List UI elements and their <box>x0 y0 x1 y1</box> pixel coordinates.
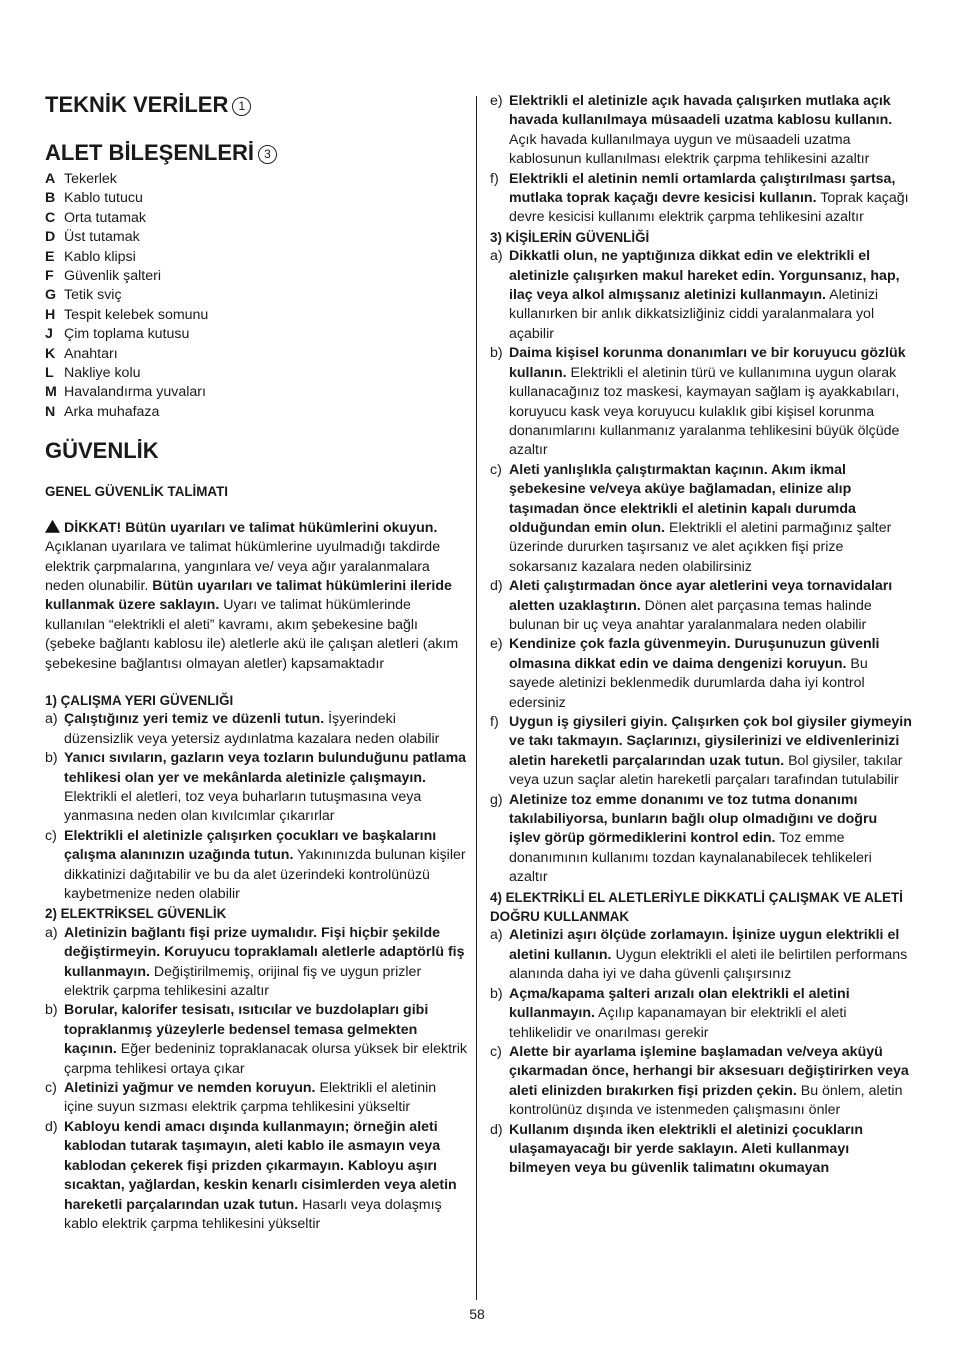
safety-item <box>45 827 467 905</box>
safety-item <box>490 170 912 228</box>
item-label: e) <box>490 93 503 109</box>
component-item <box>45 170 467 189</box>
component-key: D <box>45 229 56 246</box>
component-label: Havalandırma yuvaları <box>64 384 206 401</box>
component-item <box>45 267 467 286</box>
item-text: Kullanım dışında iken elektrikli el aletinizi çocukların ulaşamayacağı bir yerde saklayın. Aleti kullanmayı bilmeyen veya bu güvenlik talimatını okumayan <box>509 1121 864 1177</box>
component-item <box>45 383 467 402</box>
item-text: Aleti yanlışlıkla çalıştırmaktan kaçının. Akım ikmal şebekesine ve/veya aküye bağlamadan, elinize alıp taşımadan önce elektrikli el aletinin kapalı durumda olduğundan emin olun. Elektrikli el aletini parmağınız şalter üzerinde dururken taşırsanız ve alet açıkken fişi prize sokarsanız kazalara neden olabilirsiniz <box>509 461 892 575</box>
item-label: d) <box>45 1118 58 1135</box>
section-2-items-cont <box>490 92 912 228</box>
component-label: Nakliye kolu <box>64 365 141 382</box>
safety-item <box>490 635 912 713</box>
component-item <box>45 403 467 422</box>
figure-ref: 1 <box>232 97 251 116</box>
item-text: Elektrikli el aletinin nemli ortamlarda çalıştırılması şartsa, mutlaka toprak kaçağı devre kesicisi kullanın. Toprak kaçağı devre kesicisi kullanımı elektrik çarpma tehlikesini azaltır <box>509 170 909 226</box>
component-label: Çim toplama kutusu <box>64 326 190 343</box>
component-label: Anahtarı <box>64 345 118 362</box>
safety-item <box>490 791 912 888</box>
item-label: a) <box>45 711 58 728</box>
section-1-items <box>45 710 467 904</box>
component-label: Tekerlek <box>64 171 117 187</box>
item-text: Çalıştığınız yeri temiz ve düzenli tutun. İşyerindeki düzensizlik veya yetersiz aydınlatma kazalara neden olabilir <box>64 711 440 747</box>
item-label: c) <box>45 1080 57 1097</box>
item-text: Kabloyu kendi amacı dışında kullanmayın; örneğin aleti kablodan tutarak taşımayın, aleti kablo ile asmayın veya kablodan çekerek fişi prizden çıkarmayın. Kabloyu aşırı sıcaktan, yağlardan, keskin kenarlı cisimlerden veya aletin hareketli parçalarından uzak tutun. Hasarlı veya dolaşmış kablo elektrik çarpma tehlikesini yükseltir <box>64 1118 457 1232</box>
component-item <box>45 364 467 383</box>
item-text: Aletinizi yağmur ve nemden koruyun. Elektrikli el aletinin içine suyun sızması elektrik çarpma tehlikesini yükseltir <box>64 1080 437 1116</box>
item-label: a) <box>490 927 503 944</box>
section-3-items <box>490 247 912 887</box>
section-4-items <box>490 926 912 1178</box>
column-divider <box>476 96 477 1300</box>
safety-item <box>45 1118 467 1234</box>
component-item <box>45 209 467 228</box>
section-title: 2) ELEKTRİKSEL GÜVENLİK <box>45 906 227 922</box>
component-key: N <box>45 403 56 420</box>
component-label: Orta tutamak <box>64 209 147 226</box>
item-text: Elektrikli el aletinizle açık havada çalışırken mutlaka açık havada kullanılmaya müsaadeli uzatma kablosu kullanın. Açık havada kullanılmaya uygun ve müsaadeli uzatma kablosunun kullanılması elektrik çarpma tehlikesini azaltır <box>509 93 893 168</box>
safety-item <box>490 461 912 577</box>
safety-item <box>490 926 912 984</box>
item-label: b) <box>45 1002 58 1019</box>
item-text: Yanıcı sıvıların, gazların veya tozların bulunduğunu patlama tehlikesi olan yer ve mekânlarda aletinizle çalışmayın. Elektrikli el aletleri, toz veya buharların tutuşmasına veya yanmasına neden olan kıvılcımlar çıkarırlar <box>64 750 467 825</box>
component-list <box>45 170 467 422</box>
component-key: M <box>45 384 57 401</box>
safety-item <box>490 985 912 1043</box>
heading-teknik: TEKNİK VERİLER 1 <box>45 92 467 118</box>
page-number: 58 <box>469 1306 485 1322</box>
item-label: c) <box>490 461 502 478</box>
safety-item <box>45 1001 467 1079</box>
item-text: Borular, kalorifer tesisatı, ısıtıcılar ve buzdolapları gibi topraklanmış yüzeylerle bedensel temasa gelmekten kaçının. Eğer bedeniniz topraklanacak olursa yüksek bir elektrik çarpma tehlikesi ortaya çıkar <box>64 1002 467 1077</box>
item-label: b) <box>490 985 503 1002</box>
safety-item <box>45 710 467 749</box>
safety-item <box>490 577 912 635</box>
item-label: a) <box>490 248 503 265</box>
item-text: Dikkatli olun, ne yaptığınıza dikkat edin ve elektrikli el aletinizle çalışırken makul hareket edin. Yorgunsanız, hap, ilaç veya alkol almışsanız aletinizi kullanmayın. Aletinizi kullanırken bir anlık dikkatsizliğiniz ciddi yaralanmalara yol açabilir <box>509 248 900 342</box>
item-label: d) <box>490 578 503 595</box>
section-2-items <box>45 924 467 1235</box>
component-key: E <box>45 248 55 265</box>
component-label: Üst tutamak <box>64 229 140 246</box>
component-key: A <box>45 171 56 187</box>
component-item <box>45 248 467 267</box>
section-title: 4) ELEKTRİKLİ EL ALETLERİYLE DİKKATLİ ÇALIŞMAK VE ALETİ DOĞRU KULLANMAK <box>490 889 903 925</box>
item-text: Aletinizi aşırı ölçüde zorlamayın. İşinize uygun elektrikli el aletini kullanın. Uygun elektrikli el aleti ile belirtilen performans alanında daha iyi ve daha güvenli çalışırsınız <box>509 927 908 983</box>
item-text: Aletinize toz emme donanımı ve toz tutma donanımı takılabiliyorsa, bunların bağlı olup olmadığını ve doğru işlev görüp görmediklerini kontrol edin. Toz emme donanımının kullanımı tozdan kaynalanabilecek tehlikeleri azaltır <box>509 791 878 886</box>
item-text: Daima kişisel korunma donanımları ve bir koruyucu gözlük kullanın. Elektrikli el aletinin türü ve kullanımına uygun olarak kullanacağınız toz maskesi, kaymayan sağlam iş ayakkabıları, koruyucu kask veya koruyucu kulaklık gibi kişisel korunma donanımlarını kullanmanız yaralanma tehlikesini büyük ölçüde azaltır <box>509 345 906 459</box>
component-key: B <box>45 190 56 207</box>
component-key: H <box>45 306 56 323</box>
figure-ref: 3 <box>258 145 277 164</box>
safety-item <box>490 1043 912 1121</box>
safety-item <box>490 92 912 170</box>
item-text: Alette bir ayarlama işlemine başlamadan ve/veya aküyü çıkarmadan önce, herhangi bir aksesuarı değiştirirken veya aleti elinizden bırakırken fişi prizden çekin. Bu önlem, aletin kontrolünüz dışında ve istenmeden çalışmasını önler <box>509 1043 909 1119</box>
warning-icon <box>45 520 60 533</box>
section-title: 1) ÇALIŞMA YERI GÜVENLIĞI <box>45 692 234 708</box>
component-label: Güvenlik şalteri <box>64 268 161 285</box>
component-label: Tetik sviç <box>64 287 122 304</box>
component-item <box>45 345 467 364</box>
component-item <box>45 189 467 208</box>
component-key: J <box>45 326 53 343</box>
component-key: C <box>45 209 56 226</box>
item-label: e) <box>490 636 503 653</box>
item-label: b) <box>490 345 503 362</box>
component-key: K <box>45 345 56 362</box>
safety-item <box>490 247 912 344</box>
component-item <box>45 228 467 247</box>
heading-guvenlik: GÜVENLİK <box>45 438 159 464</box>
component-label: Arka muhafaza <box>64 403 160 420</box>
component-item <box>45 306 467 325</box>
component-label: Kablo klipsi <box>64 248 136 265</box>
component-key: G <box>45 287 57 304</box>
safety-item <box>45 924 467 1002</box>
heading-bilesen: ALET BİLEŞENLERİ 3 <box>45 140 467 166</box>
item-text: Aleti çalıştırmadan önce ayar aletlerini veya tornavidaları aletten uzaklaştırın. Dönen alet parçasına temas halinde bulunan bir uç veya anahtar yaralanmalara neden olabilir <box>509 578 893 633</box>
item-label: g) <box>490 791 503 808</box>
item-text: Kendinize çok fazla güvenmeyin. Duruşunuzun güvenli olmasına dikkat edin ve daima dengenizi koruyun. Bu sayede aletinizi beklenmedik durumlarda daha iyi kontrol edersiniz <box>509 636 880 711</box>
item-label: c) <box>490 1043 502 1060</box>
right-column <box>490 92 912 1179</box>
item-text: Uygun iş giysileri giyin. Çalışırken çok bol giysiler giymeyin ve takı takmayın. Saçlarınızı, giysilerinizi ve eldivenlerinizi aletin hareketli parçalarından uzak tutun. Bol giysiler, takılar veya uzun saçlar aletin hareketli parçaları tarafından tutulabilir <box>509 714 912 789</box>
item-label: d) <box>490 1121 503 1138</box>
component-label: Tespit kelebek somunu <box>64 306 209 323</box>
item-label: b) <box>45 750 58 767</box>
component-label: Kablo tutucu <box>64 190 143 207</box>
safety-item <box>45 749 467 827</box>
safety-item <box>490 1121 912 1179</box>
component-key: F <box>45 268 54 285</box>
safety-item <box>490 713 912 791</box>
safety-item <box>490 344 912 460</box>
item-text: Aletinizin bağlantı fişi prize uymalıdır. Fişi hiçbir şekilde değiştirmeyin. Koruyucu topraklamalı aletlerle adaptörlü fiş kullanmayın. Değiştirilmemiş, orijinal fiş ve uygun prizler elektrik çarpma tehlikesini azaltır <box>64 924 465 1000</box>
item-label: a) <box>45 924 58 941</box>
safety-item <box>45 1079 467 1118</box>
component-item <box>45 286 467 305</box>
item-label: f) <box>490 714 499 730</box>
component-key: L <box>45 365 54 382</box>
general-safety-title: GENEL GÜVENLİK TALİMATI <box>45 484 229 500</box>
item-text: Elektrikli el aletinizle çalışırken çocukları ve başkalarını çalışma alanınızın uzağında tutun. Yakınınızda bulunan kişiler dikkatinizi dağıtabilir ve bu da alet üzerindeki kontrolünüzü kaybetmenize neden olabilir <box>64 827 466 902</box>
component-item <box>45 325 467 344</box>
item-text: Açma/kapama şalteri arızalı olan elektrikli el aletini kullanmayın. Açılıp kapanamayan bir elektrikli el aleti tehlikelidir ve onarılması gerekir <box>509 985 850 1041</box>
item-label: f) <box>490 170 499 187</box>
left-column <box>45 92 467 1234</box>
section-title: 3) KİŞİLERİN GÜVENLİĞİ <box>490 229 650 245</box>
item-label: c) <box>45 827 57 844</box>
warning-paragraph: DİKKAT! Bütün uyarıları ve talimat hükümlerini okuyun. Açıklanan uyarılara ve talimat hükümlerine uyulmadığı takdirde elektrik çarpmalarına, yangınlara ve/ veya ağır yaralanmalara neden olunabilir. Bütün uyarıları ve talimat hükümlerini ileride kullanmak üzere saklayın. Uyarı ve talimat hükümlerinde kullanılan “elektrikli el aleti” kavramı, akım şebekesine bağlı (şebeke bağlantı kablosu ile) aletlerle akü ile çalışan aletleri (akım şebekesine bağlantısı olmayan aletler) kapsamaktadır <box>45 519 459 672</box>
